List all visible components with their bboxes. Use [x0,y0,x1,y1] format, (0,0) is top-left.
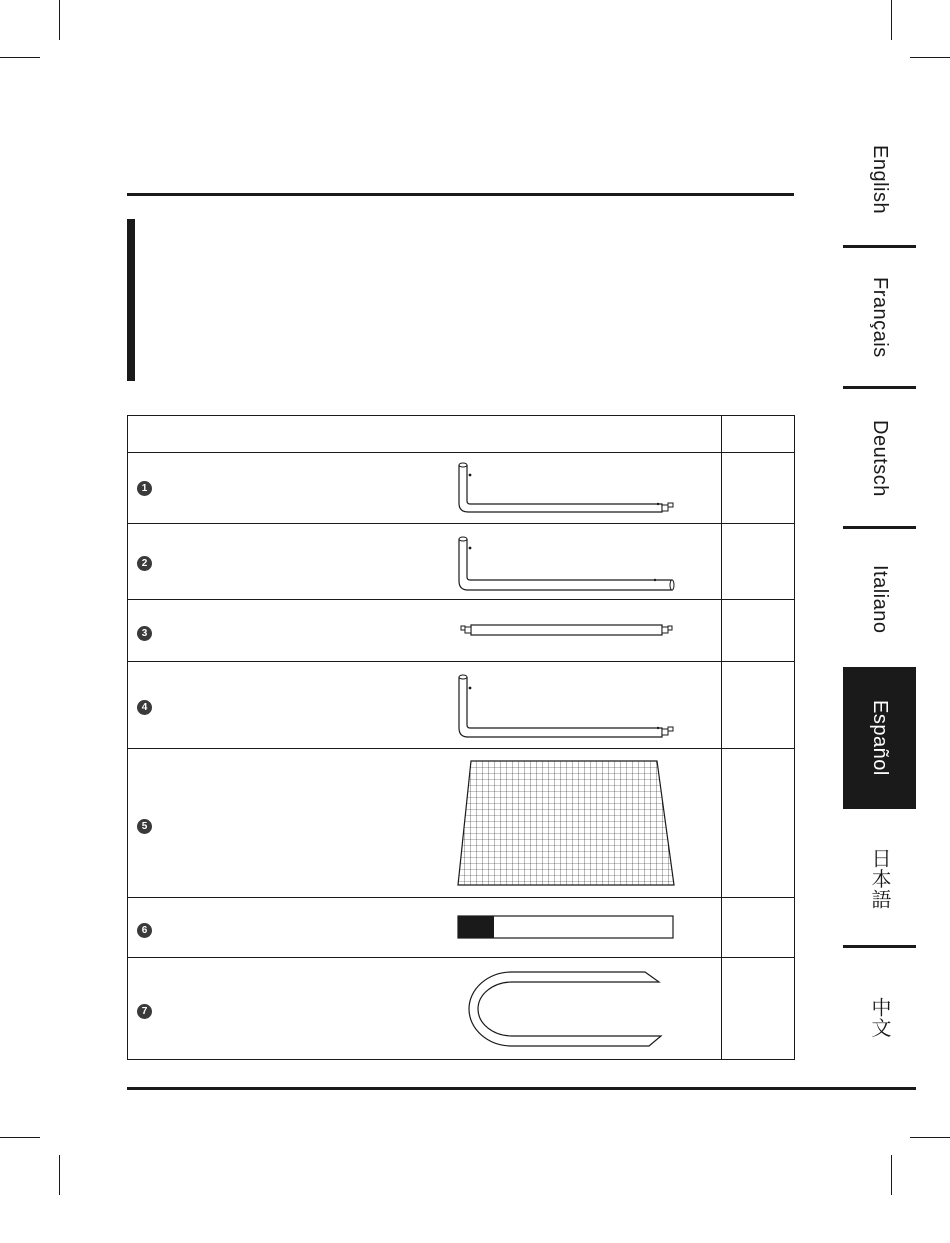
table-row [128,662,795,749]
strap-icon [128,898,721,958]
footer-rule [127,1087,916,1090]
language-tab-italiano[interactable] [843,531,916,667]
table-row [128,453,795,524]
language-tab-label: Français [869,277,891,358]
language-tab-japanese[interactable] [843,812,916,945]
part-number-badge: 4 [137,700,152,715]
straight-tube-with-pins-icon [128,600,721,662]
quantity-cell [722,524,795,600]
language-tab-deutsch[interactable] [843,391,916,525]
language-tab-label: Italiano [869,564,891,634]
quantity-cell [722,958,795,1060]
section-heading-bar [127,219,135,381]
part-cell [128,749,722,898]
crop-mark [59,0,60,40]
crop-mark [59,1155,60,1195]
language-tab-espanol[interactable] [843,667,916,809]
l-shaped-tube-with-pin-end-icon [128,453,721,524]
crop-mark [0,1137,40,1138]
part-column-header [128,416,722,453]
table-row [128,524,795,600]
part-cell [128,524,722,600]
crop-mark [910,57,950,58]
part-number-badge: 6 [137,923,152,938]
table-row [128,958,795,1060]
table-row [128,600,795,662]
table-header-row [128,416,795,453]
part-number-badge: 3 [137,626,152,641]
part-cell [128,898,722,958]
part-cell [128,958,722,1060]
header-rule [127,193,794,196]
quantity-cell [722,898,795,958]
language-tab-chinese[interactable] [843,950,916,1085]
part-number-badge: 2 [137,556,152,571]
crop-mark [891,1155,892,1195]
quantity-cell [722,662,795,749]
table-row [128,898,795,958]
l-shaped-tube-with-pin-end-icon [128,662,721,749]
part-cell [128,600,722,662]
language-tab-label: 中文 [868,997,890,1038]
goal-net-icon [128,749,721,898]
u-shaped-ground-stake-icon [128,958,721,1060]
language-tab-label: Deutsch [869,419,891,497]
language-tab-label: Español [869,700,891,776]
language-tab-label: 日本語 [868,847,890,910]
tab-separator [843,386,916,389]
crop-mark [891,0,892,40]
crop-mark [910,1137,950,1138]
quantity-cell [722,600,795,662]
part-number-badge: 7 [137,1004,152,1019]
quantity-cell [722,749,795,898]
part-cell [128,662,722,749]
language-tab-label: English [869,145,891,215]
part-number-badge: 5 [137,819,152,834]
tab-separator [843,945,916,948]
language-tab-english[interactable] [843,115,916,245]
tab-separator [843,526,916,529]
crop-mark [0,57,40,58]
quantity-cell [722,453,795,524]
table-row [128,749,795,898]
language-tab-francais[interactable] [843,250,916,385]
tab-separator [843,245,916,248]
part-cell [128,453,722,524]
quantity-column-header [722,416,795,453]
part-number-badge: 1 [137,481,152,496]
parts-table [127,415,795,1060]
l-shaped-tube-with-open-end-icon [128,524,721,600]
